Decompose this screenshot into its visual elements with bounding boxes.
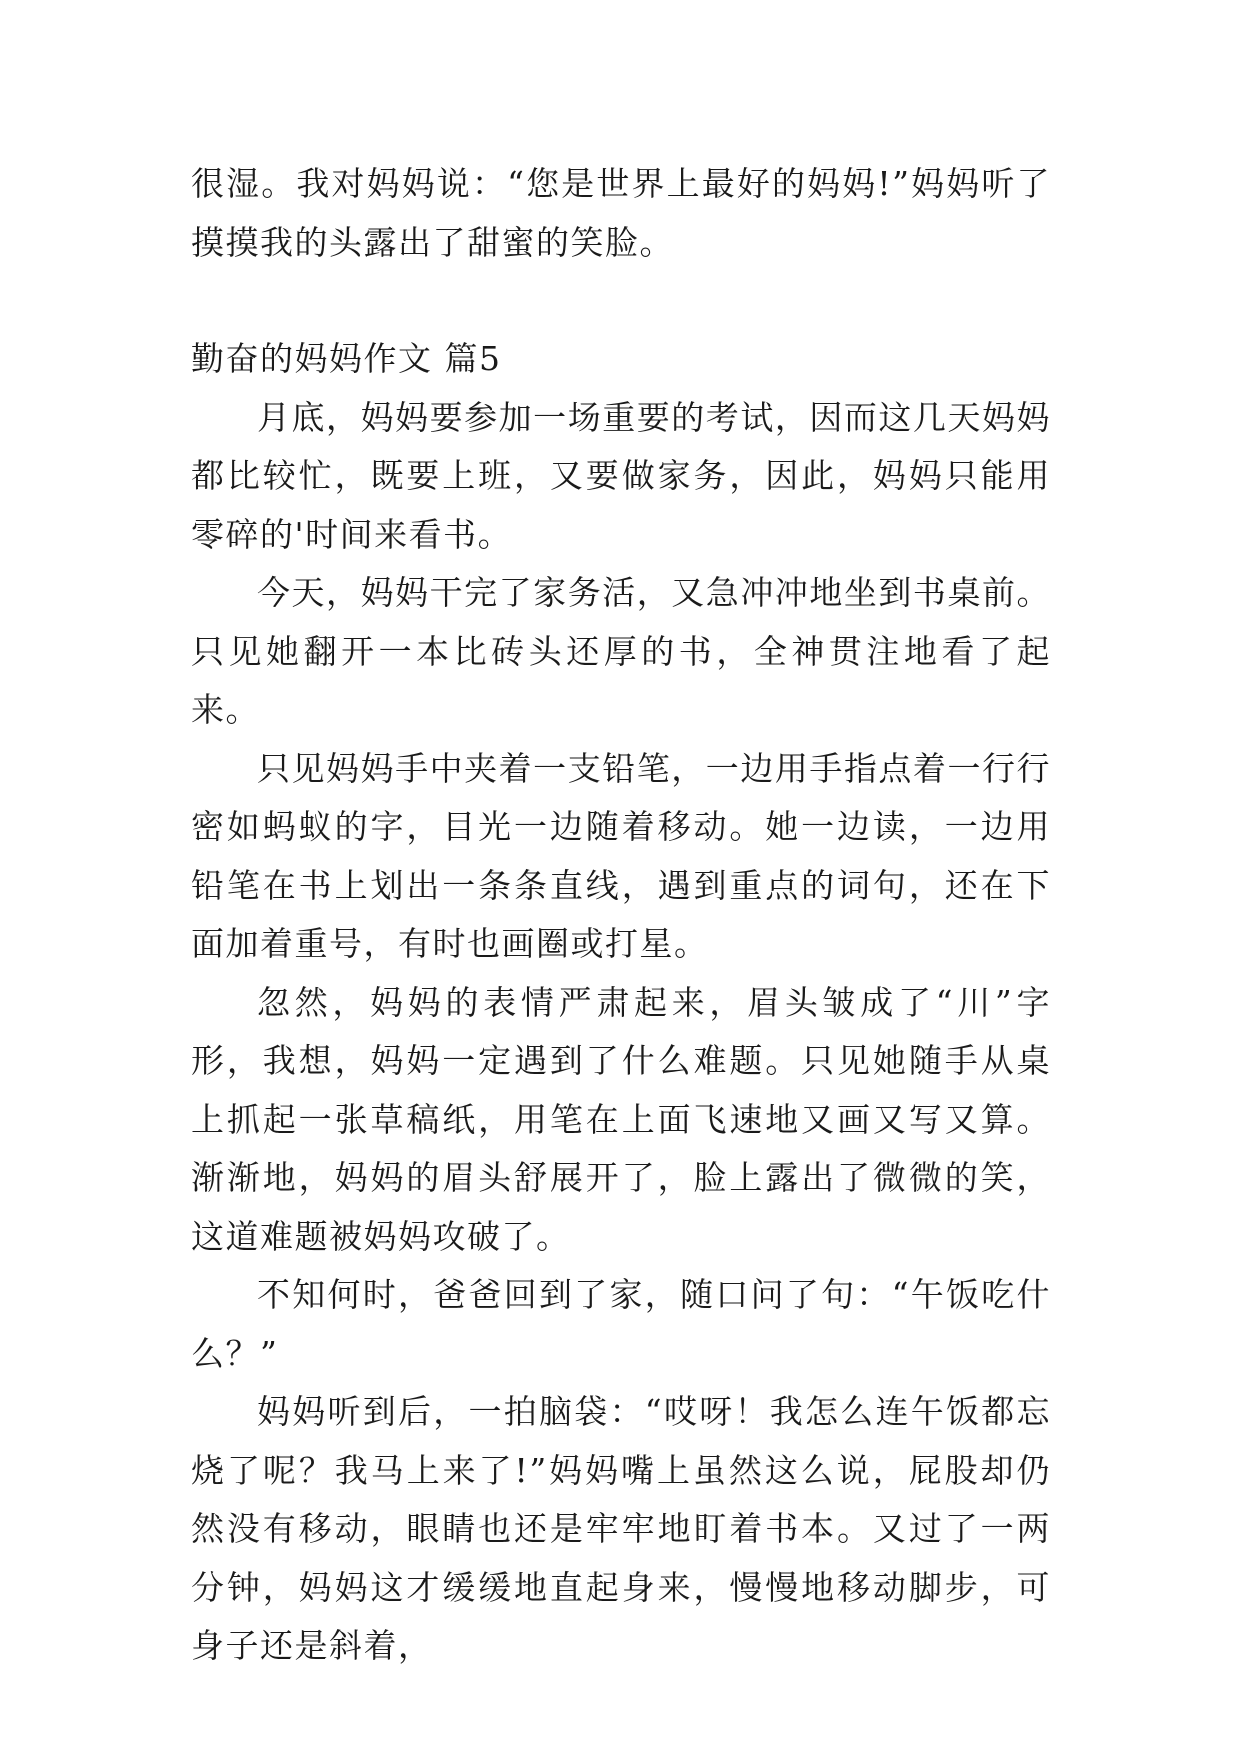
document-body [191,155,1051,1676]
paragraph-5: 不知何时，爸爸回到了家，随口问了句：“午饭吃什么？” [191,1275,1051,1373]
paragraph-6: 妈妈听到后，一拍脑袋：“哎呀！我怎么连午饭都忘烧了呢？我马上来了!”妈妈嘴上虽然这么说，屁股却仍然没有移动，眼睛也还是牢牢地盯着书本。又过了一两分钟，妈妈这才缓缓地直起身来，慢慢地移动脚步，可身子还是斜着， [191,1392,1051,1665]
paragraph-3: 只见妈妈手中夹着一支铅笔，一边用手指点着一行行密如蚂蚁的字，目光一边随着移动。她一边读，一边用铅笔在书上划出一条条直线，遇到重点的词句，还在下面加着重号，有时也画圈或打星。 [191,748,1051,963]
section-heading: 勤奋的妈妈作文 篇5 [191,339,502,378]
paragraph-2: 今天，妈妈干完了家务活，又急冲冲地坐到书桌前。只见她翻开一本比砖头还厚的书，全神贯注地看了起来。 [191,573,1051,729]
paragraph-4: 忽然，妈妈的表情严肃起来，眉头皱成了“川”字形，我想，妈妈一定遇到了什么难题。只见她随手从桌上抓起一张草稿纸，用笔在上面飞速地又画又写又算。渐渐地，妈妈的眉头舒展开了，脸上露出了微微的笑，这道难题被妈妈攻破了。 [191,982,1051,1256]
paragraph-1: 月底，妈妈要参加一场重要的考试，因而这几天妈妈都比较忙，既要上班，又要做家务，因此，妈妈只能用零碎的'时间来看书。 [191,397,1051,554]
continuation-paragraph: 很湿。我对妈妈说：“您是世界上最好的妈妈!”妈妈听了摸摸我的头露出了甜蜜的笑脸。 [191,164,1051,262]
